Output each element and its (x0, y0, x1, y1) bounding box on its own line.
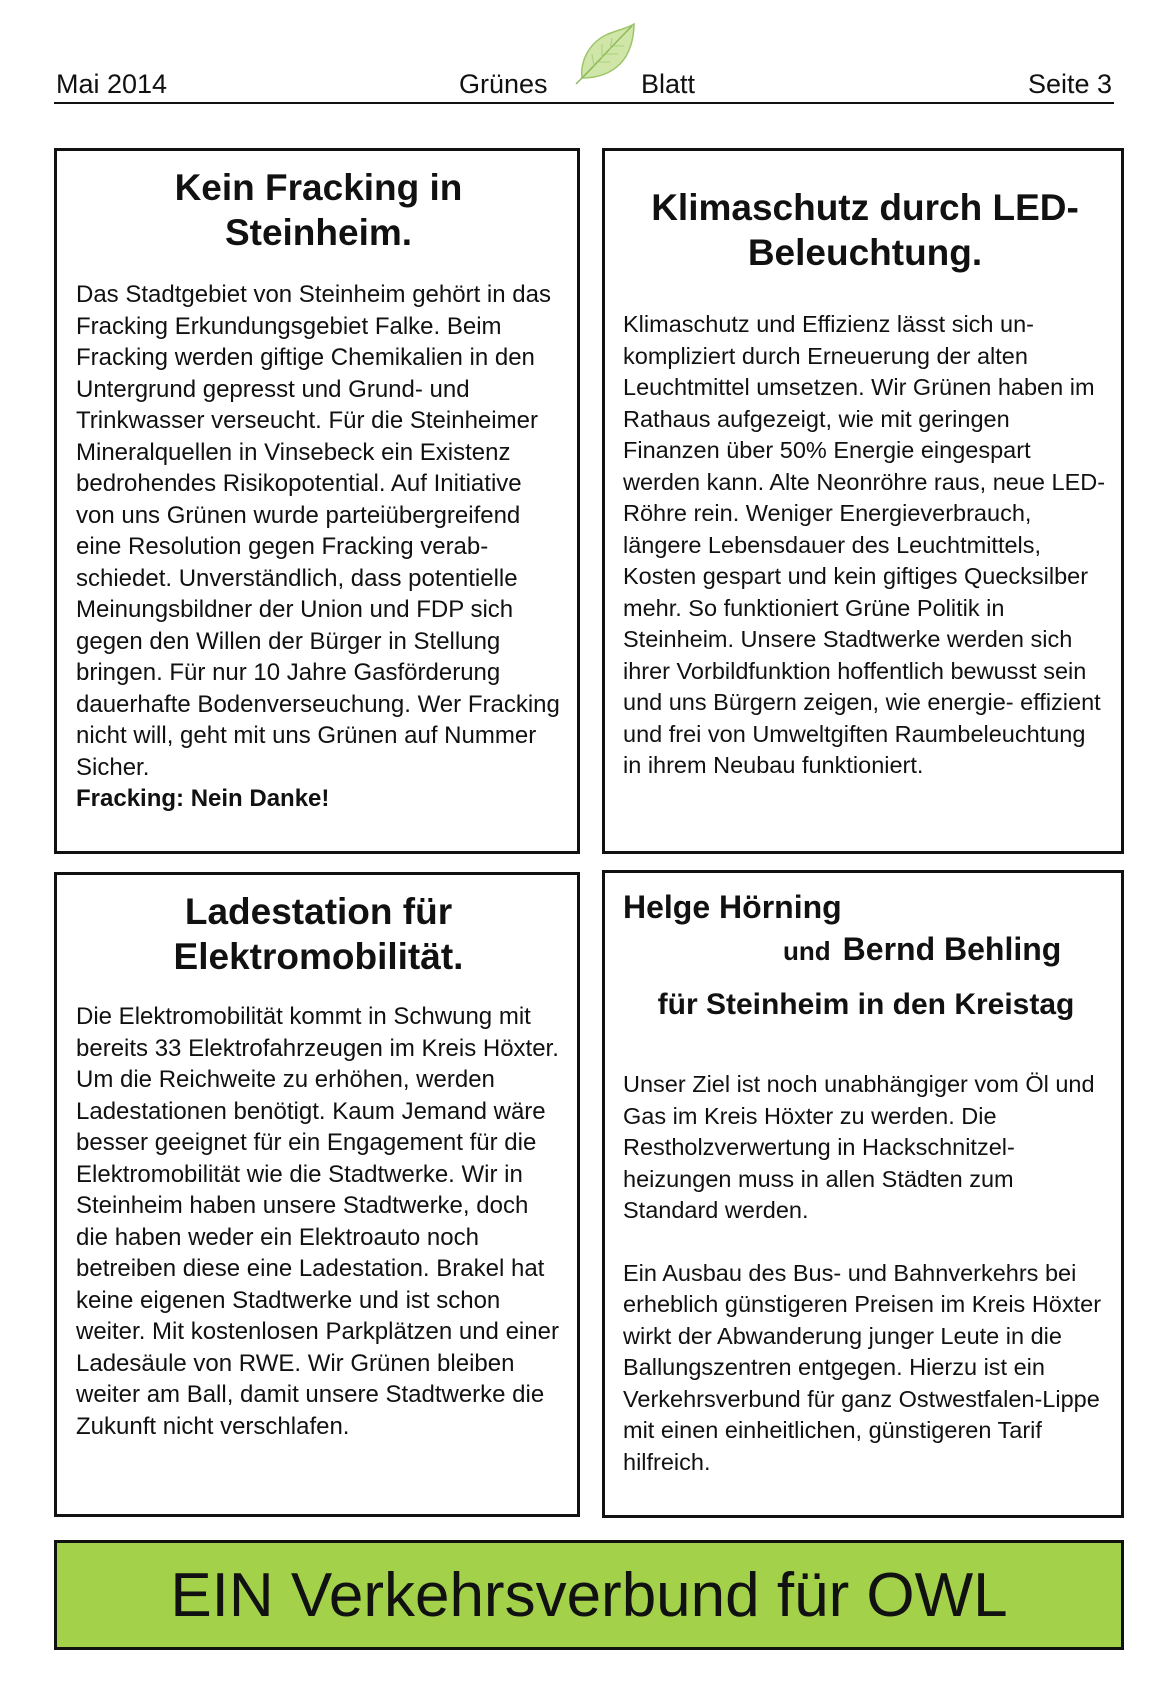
candidate-line-2 (623, 927, 1109, 973)
article-paragraph: Ein Ausbau des Bus- und Bahnverkehrs bei erheblich günstigeren Preisen im Kreis Höxter wirkt der Abwanderung junger Leute in die Ballungszentren entgegen. Hierzu ist ein Verkehrsverbund für ganz Ostwestfalen-Lippe mit einen einheitlichen, günstigeren Tarif hilfreich. (623, 1259, 1102, 1475)
masthead-title-part2: Blatt (641, 69, 696, 99)
article-subtitle: für Steinheim in den Kreistag (657, 988, 1075, 1021)
article-title (623, 185, 1107, 275)
article-paragraph: Unser Ziel ist noch unabhängiger vom Öl und Gas im Kreis Höxter zu werden. Die Restholzverwertung in Hackschnitzel- heizungen muss in allen Städten zum Standard werden. (623, 1071, 1095, 1223)
article-body: Das Stadtgebiet von Steinheim gehört in das Fracking Erkundungsgebiet Falke. Beim Fracking werden giftige Chemikalien in den Untergrund gepresst und Grund- und Trinkwasser verseucht. Für die Steinheimer Mineralquellen in Vinsebeck ein Existenz bedrohendes Risikopotential. Auf Initiative von uns Grünen wurde parteiübergreifend eine Resolution gegen Fracking verab- schiedet. Unverständlich, dass potentielle Meinungsbildner der Union und FDP sich gegen den Willen der Bürger in Stellung bringen. Für nur 10 Jahre Gasförderung dauerhafte Bodenverseuchung. Wer Fracking nicht will, geht mit uns Grünen auf Nummer Sicher. (76, 281, 560, 781)
masthead-title-part1: Grünes (459, 69, 548, 99)
title-line: Elektromobilität. (173, 936, 464, 978)
page-number: Seite 3 (1027, 69, 1112, 99)
leaf-icon (572, 20, 638, 86)
article-body: Die Elektromobilität kommt in Schwung mit bereits 33 Elektrofahrzeugen im Kreis Höxter. Um die Reichweite zu erhöhen, werden Ladestationen benötigt. Kaum Jemand wäre besser geeignet für ein Engagement für die Elektromobilität wie die Stadtwerke. Wir in Steinheim haben unsere Stadtwerke, doch die haben weder ein Elektroauto noch betreiben diese eine Ladestation. Brakel hat keine eigenen Stadtwerke und ist schon weiter. Mit kostenlosen Parkplätzen und einer Ladesäule von RWE. Wir Grünen bleiben weiter am Ball, damit unsere Stadtwerke die Zukunft nicht verschlafen. (76, 1003, 559, 1440)
candidate-name-2: Bernd Behling (842, 931, 1062, 967)
slogan-banner: EIN Verkehrsverbund für OWL (54, 1540, 1124, 1650)
candidate-name-1: Helge Hörning (623, 889, 842, 925)
article-ladestation (54, 872, 580, 1517)
title-line: Steinheim. (224, 212, 413, 254)
title-line: Beleuchtung. (747, 232, 983, 274)
name-connector: und (783, 936, 831, 966)
title-line: Ladestation für (184, 891, 453, 932)
article-led (602, 148, 1124, 854)
title-line: Kein Fracking in (174, 167, 463, 208)
article-kreistag (602, 870, 1124, 1518)
article-tagline: Fracking: Nein Danke! (76, 785, 330, 813)
article-title (76, 889, 561, 979)
article-fracking (54, 148, 580, 854)
title-line: Klimaschutz durch LED- (651, 187, 1079, 228)
issue-date: Mai 2014 (56, 69, 168, 99)
article-title (76, 165, 561, 255)
article-body: Klimaschutz und Effizienz lässt sich un- kompliziert durch Erneuerung der alten Leuchtmittel umsetzen. Wir Grünen haben im Rathaus aufgezeigt, wie mit geringen Finanzen über 50% Energie eingespart werden kann. Alte Neonröhre raus, neue LED-Röhre rein. Weniger Energieverbrauch, längere Lebensdauer des Leuchtmittels, Kosten gespart und kein giftiges Quecksilber mehr. So funktioniert Grüne Politik in Steinheim. Unsere Stadtwerke werden sich ihrer Vorbildfunktion hoffentlich bewusst sein und uns Bürgern zeigen, wie energie- effizient und frei von Umweltgiften Raumbeleuchtung in ihrem Neubau funktioniert. (623, 311, 1106, 779)
